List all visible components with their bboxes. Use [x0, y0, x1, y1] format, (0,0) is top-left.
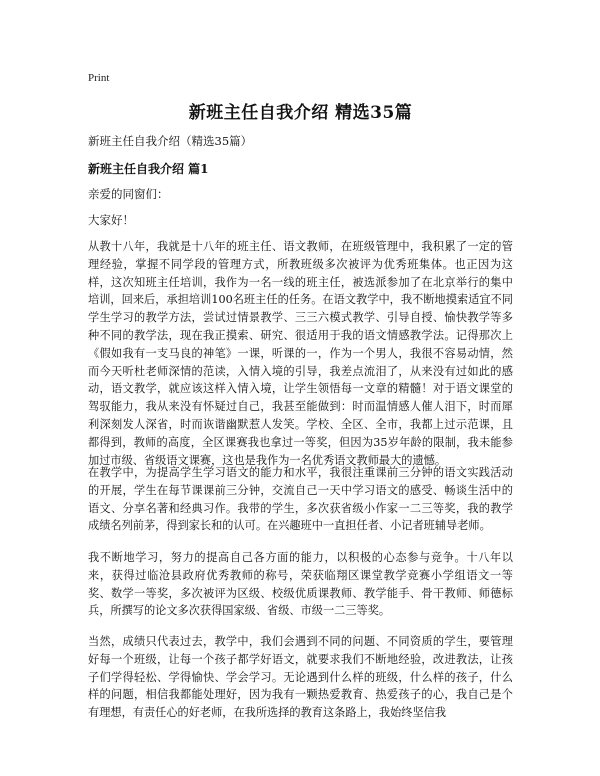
greeting-line: 亲爱的同窗们： [88, 187, 169, 201]
print-link[interactable]: Print [88, 72, 110, 84]
paragraph: 在教学中，为提高学生学习语文的能力和水平，我很注重课前三分钟的语文实践活动的开展，学生在每节课课前三分钟，交流自己一天中学习语文的感受、畅谈生活中的语文、分享名著和经典习作。我带的学生，多次获省级小作家一二三等奖，我的教学成绩名列前茅，得到家长和的认可。在兴趣班中一直担任者、小记者班辅导老师。 [88, 466, 513, 533]
paragraph: 我不断地学习，努力的提高自己各方面的能力，以积极的心态参与竞争。十八年以来，获得过临沧县政府优秀教师的称号，荣获临翔区课堂教学竞赛小学组语文一等奖、数学一等奖，多次被评为区级、校级优质课教师、教学能手、骨干教师、师德标兵，所撰写的论文多次获得国家级、省级、市级一二三等奖。 [88, 551, 513, 618]
section-heading: 新班主任自我介绍 篇1 [88, 162, 209, 176]
paragraph: 从教十八年，我就是十八年的班主任、语文教师，在班级管理中，我积累了一定的管理经验，掌握不同学段的管理方式，所教班级多次被评为优秀班集体。也正因为这样，这次知班主任培训，我作为一名一线的班主任，被选派参加了在北京举行的集中培训，回来后，承担培训100名班主任的任务。在语文教学中，我不断地摸索适宜不同学生学习的教学方法，尝试过情景教学、三三六模式教学、引导自授、愉快教学等多种不同的教学法，现在我正摸索、研究、很适用于我的语文情感教学法。记得那次上《假如我有一支马良的神笔》一课，听课的一，作为一个男人，我很不容易动情，然而今天听杜老师深情的范读，入情入境的引导，我差点流泪了，从来没有过如此的感动，语文教学，就应该这样入情入境，让学生领悟每一文章的精髓！对于语文课堂的驾驭能力，我从来没有怀疑过自己，我甚至能做到：时而温情感人催人泪下，时而犀利深刻发人深省，时而诙谐幽默惹人发笑。学校、全区、全市，我都上过示范课，且都得到，教师的高度，全区课赛我也拿过一等奖，但因为35岁年龄的限制，我未能参加过市级、省级语文课赛，这也是我作为一名优秀语文教师最大的遗憾。 [88, 240, 513, 467]
salutation-line: 大家好！ [88, 213, 134, 227]
document-title: 新班主任自我介绍 精选35篇 [188, 103, 413, 123]
paragraph: 当然，成绩只代表过去，教学中，我们会遇到不同的问题、不同资质的学生，要管理好每一个班级，让每一个孩子都学好语文，就要求我们不断地经验，改进教法，让孩子们学得轻松、学得愉快、学会学习。无论遇到什么样的班级，什么样的孩子，什么样的问题，相信我都能处理好，因为我有一颗热爱教育、热爱孩子的心，我自己是个有理想，有责任心的好老师，在我所选择的教育这条路上，我始终坚信我 [88, 635, 513, 720]
document-subtitle: 新班主任自我介绍（精选35篇） [88, 134, 253, 148]
